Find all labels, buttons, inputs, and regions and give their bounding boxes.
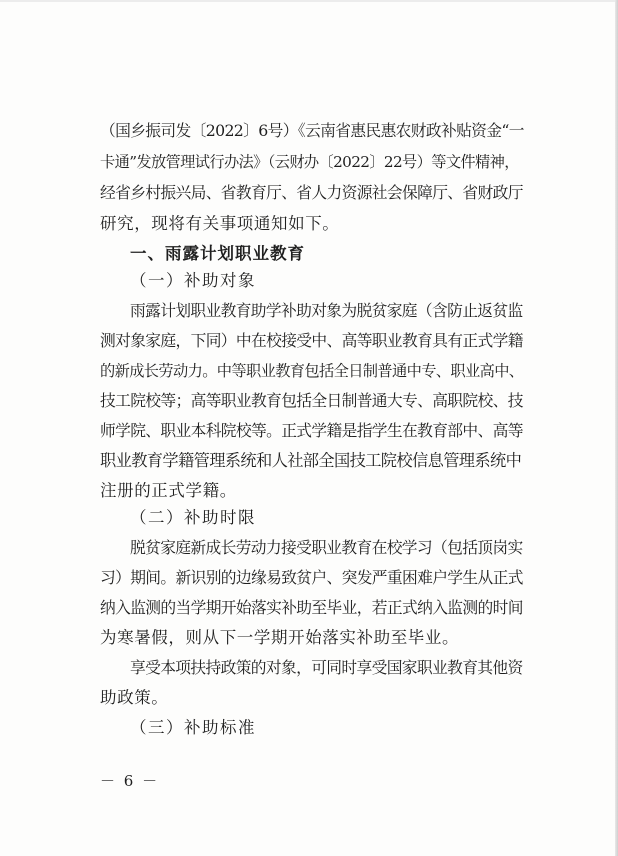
para-3-line-1: 享受本项扶持政策的对象，可同时享受国家职业教育其他资	[130, 658, 523, 677]
para-2-line-3: 纳入监测的当学期开始落实补助至毕业，若正式纳入监测的时间	[100, 598, 523, 617]
page-top-edge	[0, 0, 618, 2]
para-2-line-4: 为寒暑假，则从下一学期开始落实补助至毕业。	[100, 628, 460, 647]
para-3-line-2: 助政策。	[100, 688, 169, 707]
subheading-1: （一）补助对象	[130, 271, 256, 290]
para-1-line-4: 技工院校等；高等职业教育包括全日制普通大专、高职院校、技	[100, 391, 523, 410]
para-1-line-7: 注册的正式学籍。	[100, 481, 237, 500]
para-1-line-5: 师学院、职业本科院校等。正式学籍是指学生在教育部中、高等	[100, 421, 523, 440]
intro-line-4: 研究，现将有关事项通知如下。	[100, 214, 340, 233]
para-1-line-2: 测对象家庭，下同）中在校接受中、高等职业教育具有正式学籍	[100, 331, 523, 350]
section-heading: 一、雨露计划职业教育	[130, 244, 305, 263]
intro-line-1: （国乡振司发〔2022〕6号）《云南省惠民惠农财政补贴资金“一	[100, 121, 524, 140]
para-2-line-2: 习）期间。新识别的边缘易致贫户、突发严重困难户学生从正式	[100, 568, 523, 587]
para-2-line-1: 脱贫家庭新成长劳动力接受职业教育在校学习（包括顶岗实	[130, 538, 523, 557]
subheading-2: （二）补助时限	[130, 508, 256, 527]
para-1-line-3: 的新成长劳动力。中等职业教育包括全日制普通中专、职业高中、	[100, 362, 524, 380]
subheading-3: （三）补助标准	[130, 718, 256, 737]
intro-line-3: 经省乡村振兴局、省教育厅、省人力资源社会保障厅、省财政厅	[100, 183, 523, 202]
para-1-line-1: 雨露计划职业教育助学补助对象为脱贫家庭（含防止返贫监	[130, 301, 523, 320]
intro-line-2: 卡通”发放管理试行办法》（云财办〔2022〕22号）等文件精神，	[100, 153, 519, 171]
para-1-line-6: 职业教育学籍管理系统和人社部全国技工院校信息管理系统中	[100, 451, 522, 470]
page-number: － 6 －	[100, 772, 160, 790]
